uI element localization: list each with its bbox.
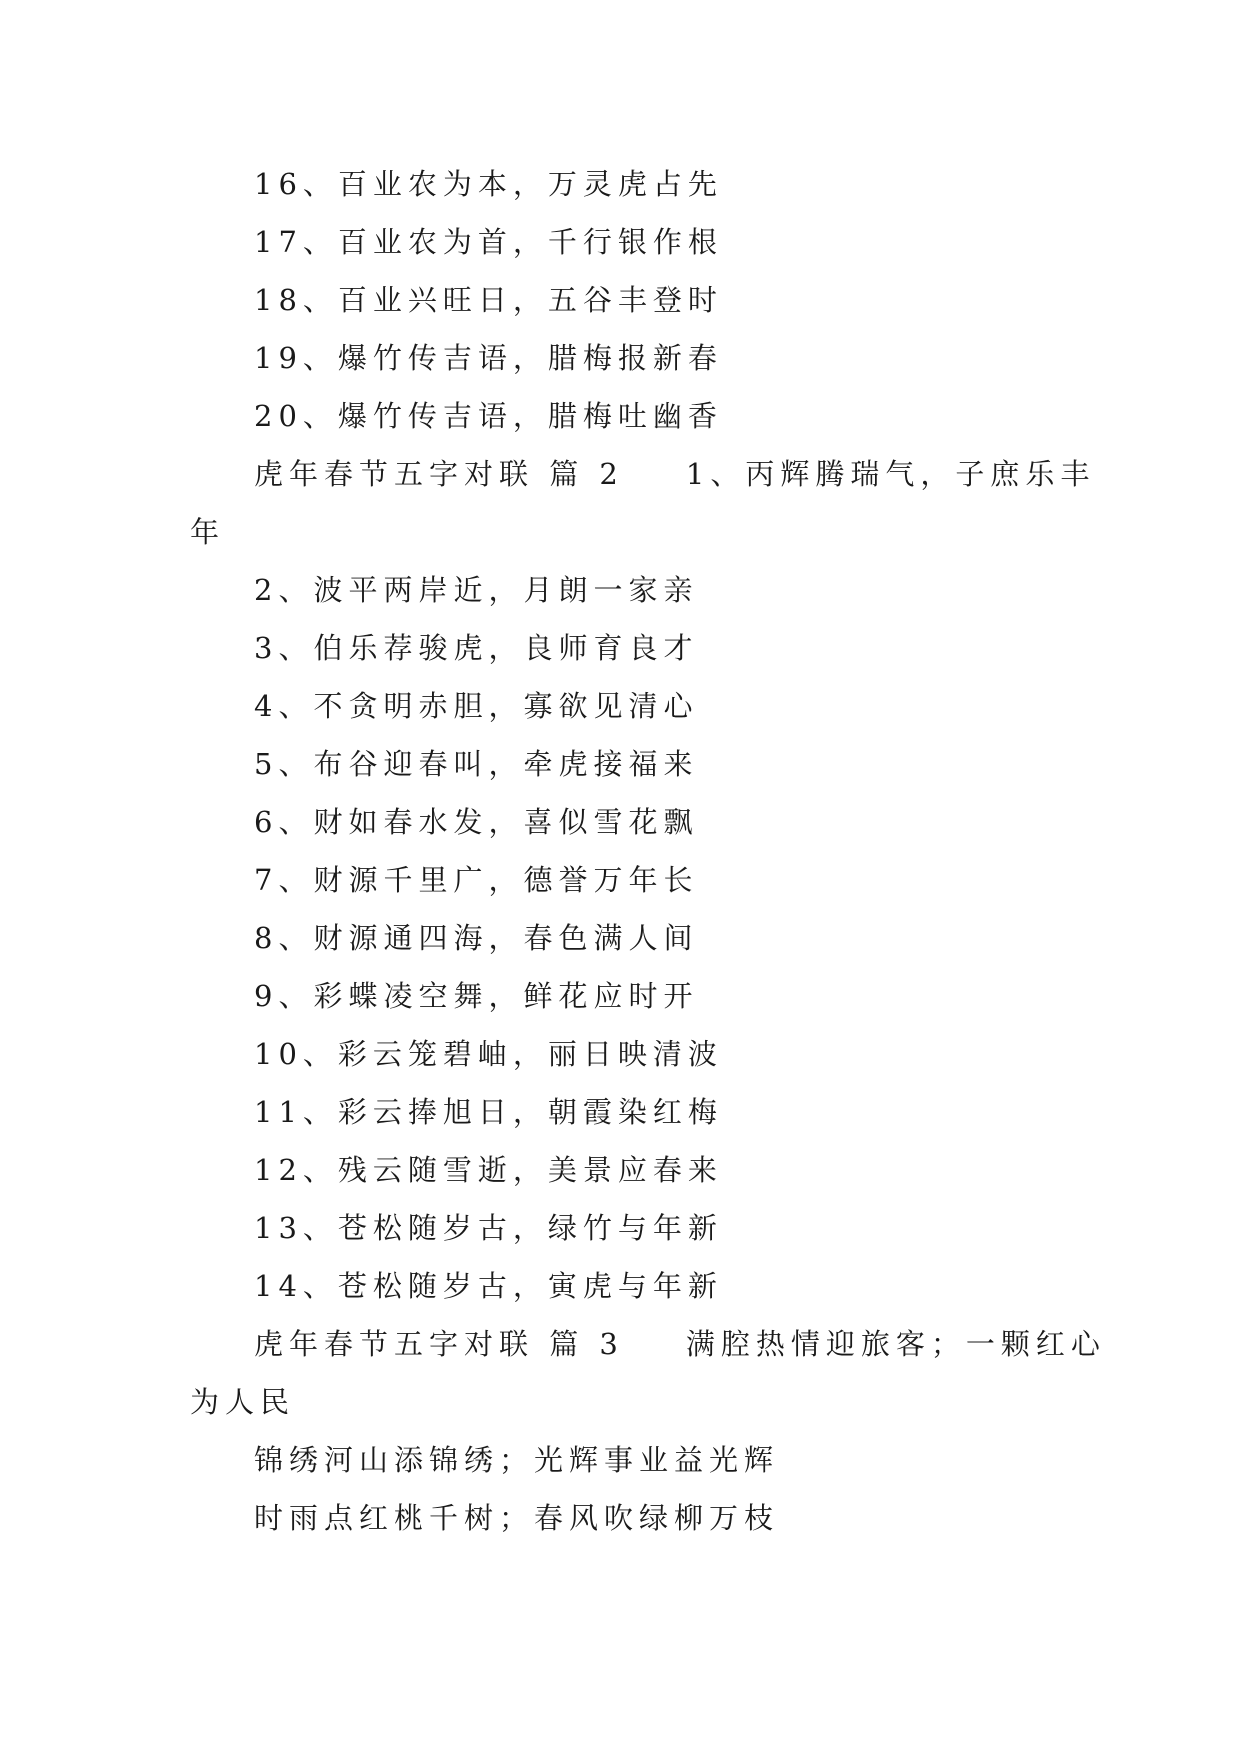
couplet-line-13: 13、苍松随岁古，绿竹与年新 bbox=[254, 1211, 723, 1245]
couplet-line-5: 5、布谷迎春叫，牵虎接福来 bbox=[254, 747, 699, 781]
couplet-line-18: 18、百业兴旺日，五谷丰登时 bbox=[254, 283, 723, 317]
couplet-line-s3-2: 锦绣河山添锦绣；光辉事业益光辉 bbox=[254, 1443, 780, 1477]
couplet-line-10: 10、彩云笼碧岫，丽日映清波 bbox=[254, 1037, 723, 1071]
section-2-heading-line bbox=[254, 454, 1095, 494]
couplet-line-12: 12、残云随雪逝，美景应春来 bbox=[254, 1153, 723, 1187]
couplet-line-4: 4、不贪明赤胆，寡欲见清心 bbox=[254, 689, 699, 723]
couplet-line-14: 14、苍松随岁古，寅虎与年新 bbox=[254, 1269, 723, 1303]
couplet-line-1-continuation: 年 bbox=[190, 515, 226, 549]
couplet-line-11: 11、彩云捧旭日，朝霞染红梅 bbox=[254, 1095, 723, 1129]
couplet-line-19: 19、爆竹传吉语，腊梅报新春 bbox=[254, 341, 723, 375]
couplet-line-6: 6、财如春水发，喜似雪花飘 bbox=[254, 805, 699, 839]
section-2-heading: 虎年春节五字对联 篇 2 bbox=[254, 457, 624, 491]
section-3-heading: 虎年春节五字对联 篇 3 bbox=[254, 1327, 624, 1361]
section-3-heading-line bbox=[254, 1324, 1106, 1364]
couplet-line-s3-3: 时雨点红桃千树；春风吹绿柳万枝 bbox=[254, 1501, 780, 1535]
couplet-line-9: 9、彩蝶凌空舞，鲜花应时开 bbox=[254, 979, 699, 1013]
couplet-line-1: 1、丙辉腾瑞气，子庶乐丰 bbox=[685, 457, 1096, 491]
couplet-line-16: 16、百业农为本，万灵虎占先 bbox=[254, 167, 723, 201]
couplet-line-s3-1: 满腔热情迎旅客；一颗红心 bbox=[685, 1327, 1106, 1361]
couplet-line-3: 3、伯乐荐骏虎，良师育良才 bbox=[254, 631, 699, 665]
couplet-line-8: 8、财源通四海，春色满人间 bbox=[254, 921, 699, 955]
couplet-line-20: 20、爆竹传吉语，腊梅吐幽香 bbox=[254, 399, 723, 433]
couplet-line-17: 17、百业农为首，千行银作根 bbox=[254, 225, 723, 259]
couplet-line-7: 7、财源千里广，德誉万年长 bbox=[254, 863, 699, 897]
couplet-line-s3-1-continuation: 为人民 bbox=[190, 1385, 296, 1419]
couplet-line-2: 2、波平两岸近，月朗一家亲 bbox=[254, 573, 699, 607]
